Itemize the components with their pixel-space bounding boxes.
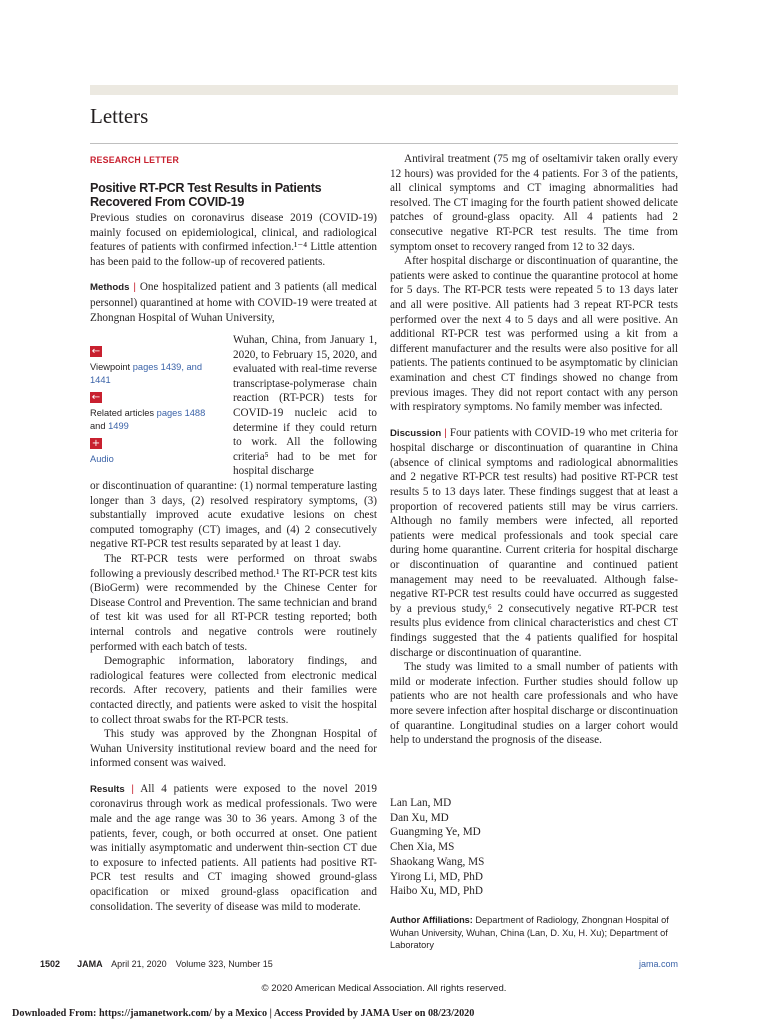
methods-narrow-column — [233, 333, 377, 479]
journal-name: JAMA — [77, 959, 103, 969]
related-link[interactable]: pages 1488 — [156, 408, 206, 418]
results-paragraph-2: Antiviral treatment (75 mg of oseltamivir taken orally every 12 hours) was provided for the 4 patients. For 3 of the patients, all clinical symptoms and CT imaging abnormalities had resolved. The CT imaging for the fourth patient showed delicate patches of ground-glass opacity. All 4 patients had 2 consecutive negative RT-PCR test results. The time from symptom onset to recovery ranged from 12 to 32 days. — [390, 153, 678, 253]
author-name: Dan Xu, MD — [390, 811, 449, 824]
sidebar-viewpoint[interactable] — [90, 346, 215, 387]
affiliations-text: Department of Radiology, Zhongnan Hospital of Wuhan University, Wuhan, China (Lan, D. Xu, H. Xu); Department of Laboratory — [390, 915, 669, 951]
author-name: Guangming Ye, MD — [390, 826, 481, 839]
viewpoint-link-2[interactable]: 1441 — [90, 375, 111, 385]
author-name: Shaokang Wang, MS — [390, 855, 485, 868]
results-text-1: All 4 patients were exposed to the novel 2019 coronavirus through work as medical professionals. Two were male and the age range was 30 to 36 years. Among 3 of the patients, fever, cough, or both occurred at onset. One patient was initially asymptomatic and underwent thin-section CT due to exposure to infected patients. All patients had positive RT-PCR test results and CT imaging showed ground-glass opacification or mixed ground-glass opacification and consolidation. The severity of disease was mild to moderate. — [90, 782, 377, 913]
section-title: Letters — [90, 104, 149, 128]
methods-paragraph-1a: Methods | One hospitalized patient and 3 patients (all medical personnel) quarantined at home with COVID-19 were treated at Zhongnan Hospital of Wuhan University, — [90, 281, 378, 324]
methods-paragraph-1c: or discontinuation of quarantine: (1) normal temperature lasting longer than 3 days, (2) resolved respiratory symptoms, (3) substantially improved acute exudative lesions on chest computed tomography (CT) images, and (4) 2 consecutively negative RT-PCR test results separated by at least 1 day. — [90, 480, 377, 551]
download-notice: Downloaded From: https://jamanetwork.com/ by a Mexico | Access Provided by JAMA User on 08/23/2020 — [12, 1008, 475, 1019]
header-rule — [90, 85, 678, 95]
intro-paragraph: Previous studies on coronavirus disease 2019 (COVID-19) mainly focused on epidemiological, clinical, and radiological features of patients with confirmed infection.¹⁻⁴ Little attention has been paid to the follow-up of recovered patients. — [90, 212, 377, 268]
sidebar-audio[interactable] — [90, 438, 215, 466]
methods-label: Methods — [90, 282, 130, 294]
viewpoint-label: Viewpoint — [90, 362, 131, 372]
page-number: 1502 — [40, 959, 61, 969]
methods-paragraph-2: The RT-PCR tests were performed on throat swabs following a previously described method.¹ The RT-PCR test kits (BioGerm) were recommended by the Chinese Center for Disease Control and Prevention. The same technician and brand of test kit was used for all RT-PCR testing reported; both internal controls and negative controls were routinely performed with each batch of tests. — [90, 552, 378, 653]
methods-paragraph-1b: Wuhan, China, from January 1, 2020, to February 15, 2020, and evaluated with real-time reverse transcriptase-polymerase chain reaction (RT-PCR) tests for COVID-19 nucleic acid to determine if they could return to work. All the following criteria⁵ had to be met for hospital discharge — [233, 334, 377, 478]
related-link-2[interactable]: 1499 — [108, 421, 129, 431]
article-kicker: RESEARCH LETTER — [90, 155, 180, 165]
results-paragraph-3: After hospital discharge or discontinuation of quarantine, the patients were asked to continue the quarantine protocol at home for 5 days. The RT-PCR tests were repeated 5 to 13 days later and all were positive. All patients had 3 repeat RT-PCR tests performed over the next 4 to 5 days and all were positive. An additional RT-PCR test was performed using a kit from a different manufacturer and the results were also positive for all patients. The patients continued to be asymptomatic by clinician examination and chest CT findings showed no change from previous images. They did not report contact with any person with respiratory symptoms. No family member was infected. — [390, 255, 678, 414]
section-divider — [90, 143, 678, 144]
author-name: Lan Lan, MD — [390, 797, 452, 809]
issue-date: April 21, 2020 — [111, 959, 167, 969]
author-name: Haibo Xu, MD, PhD — [390, 885, 483, 898]
methods-text-1a: One hospitalized patient and 3 patients (all medical personnel) quarantined at home with COVID-19 were treated at Zhongnan Hospital of Wuhan University, — [90, 281, 378, 324]
arrow-left-icon: ← — [91, 346, 101, 357]
right-column — [390, 152, 678, 748]
plus-icon: + — [91, 438, 101, 449]
discussion-paragraph-1: Discussion | Four patients with COVID-19 who met criteria for hospital discharge or discontinuation of quarantine in China (absence of clinical symptoms and radiological abnormalities and 2 negative RT-PCR test results) had positive RT-PCR test results 5 to 13 days later. These findings suggest that at least a proportion of recovered patients still may be virus carriers. Although no family members were infected, all reported patients were medical professionals and took special care during home quarantine. Current criteria for hospital discharge or discontinuation of quarantine and continued patient management may need to be reevaluated. Although false-negative RT-PCR test results could have occurred as suggested by a previous study,⁶ 2 consecutively negative RT-PCR test results plus evidence from clinical characteristics and chest CT findings suggested that the 4 patients qualified for hospital discharge or discontinuation of quarantine. — [390, 426, 678, 659]
arrow-left-icon: ← — [91, 392, 101, 403]
issue-volume: Volume 323, Number 15 — [175, 959, 273, 969]
left-column-bottom — [90, 479, 377, 914]
journal-site-link[interactable]: jama.com — [638, 959, 678, 969]
results-paragraph-1: Results | All 4 patients were exposed to the novel 2019 coronavirus through work as medical professionals. Two were male and the age range was 30 to 36 years. Among 3 of the patients, fever, cough, or both occurred at onset. One patient was initially asymptomatic and underwent thin-section CT due to exposure to infected patients. All patients had positive RT-PCR test results and CT imaging showed ground-glass opacification or mixed ground-glass opacification and consolidation. The severity of disease was mild to moderate. — [90, 782, 377, 913]
author-name: Yirong Li, MD, PhD — [390, 870, 483, 883]
discussion-label: Discussion — [390, 427, 442, 439]
author-list — [390, 796, 484, 899]
methods-paragraph-4: This study was approved by the Zhongnan Hospital of Wuhan University institutional review board and the need for informed consent was waived. — [90, 728, 377, 770]
article-title: Positive RT-PCR Test Results in Patients Recovered From COVID-19 — [90, 181, 322, 209]
copyright-notice: © 2020 American Medical Association. All rights reserved. — [261, 983, 507, 994]
page-footer — [40, 959, 678, 969]
related-label: Related articles — [90, 408, 155, 418]
viewpoint-link[interactable]: pages 1439, and — [132, 362, 203, 372]
audio-link[interactable]: Audio — [90, 454, 114, 464]
discussion-text-1: Four patients with COVID-19 who met criteria for hospital discharge or discontinuation of quarantine in China (absence of clinical symptoms and radiological abnormalities and 2 negative RT-PCR test results) had positive RT-PCR test results 5 to 13 days later. These findings suggest that at least a proportion of recovered patients still may be virus carriers. Although no family members were infected, all reported patients were medical professionals and took special care during home quarantine. Current criteria for hospital discharge or discontinuation of quarantine and continued patient management may need to be reevaluated. Although false-negative RT-PCR test results could have occurred as suggested by a previous study,⁶ 2 consecutively negative RT-PCR test results plus evidence from clinical characteristics and chest CT findings suggested that the 4 patients qualified for hospital discharge or discontinuation of quarantine. — [390, 426, 678, 659]
related-and: and — [90, 421, 106, 431]
methods-paragraph-3: Demographic information, laboratory findings, and radiological features were collected from electronic medical records. After recovery, patients and their families were contacted directly, and patients were asked to visit the hospital to collect throat swabs for the RT-PCR tests. — [90, 655, 377, 726]
affiliations-label: Author Affiliations: — [390, 915, 473, 925]
author-name: Chen Xia, MS — [390, 841, 455, 854]
left-column-top — [90, 211, 377, 325]
results-label: Results — [90, 783, 125, 795]
sidebar-related[interactable] — [90, 392, 215, 433]
author-affiliations — [390, 914, 678, 952]
discussion-paragraph-2: The study was limited to a small number of patients with mild or moderate infection. Further studies should follow up patients who are not health care professionals and who have more severe infection after hospital discharge or discontinuation of quarantine. Longitudinal studies on a larger cohort would help to understand the prognosis of the disease. — [390, 661, 678, 747]
